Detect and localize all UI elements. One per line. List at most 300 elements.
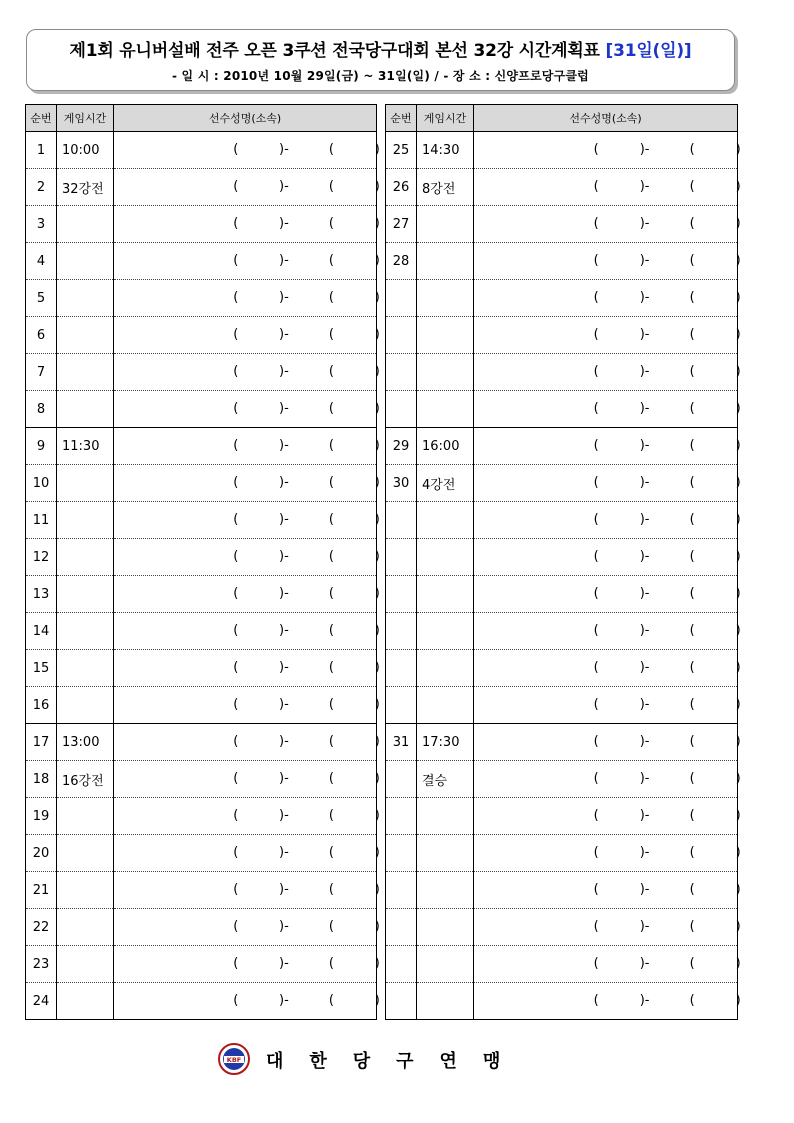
- row-number: 16: [26, 687, 57, 724]
- page-title: [27, 36, 734, 61]
- bracket-mark: (: [593, 808, 599, 823]
- bracket-mark: ): [735, 512, 741, 527]
- game-time: 32강전: [57, 169, 114, 206]
- bracket-mark: ): [735, 549, 741, 564]
- player-names: [114, 280, 380, 317]
- bracket-mark: )-: [279, 512, 289, 527]
- table-row: [386, 946, 738, 983]
- page-subtitle: - 일 시 : 2010년 10월 29일(금) ~ 31일(일) / - 장 소 : 신양프로당구클럽: [172, 69, 589, 83]
- bracket-mark: (: [233, 512, 239, 527]
- title-date-highlight: [31일(일)]: [605, 41, 692, 61]
- bracket-mark: ): [374, 993, 380, 1008]
- bracket-mark: (: [593, 179, 599, 194]
- game-time: [57, 206, 114, 243]
- bracket-mark: ): [735, 734, 741, 749]
- table-row: [26, 650, 377, 687]
- player-names: [114, 132, 380, 169]
- bracket-mark: (: [233, 179, 239, 194]
- game-time: [57, 317, 114, 354]
- row-number: [386, 354, 417, 391]
- bracket-mark: ): [374, 216, 380, 231]
- game-time: [57, 983, 114, 1020]
- col-header-time: 게임시간: [57, 105, 114, 132]
- game-time: [417, 539, 474, 576]
- kbf-logo-icon: [218, 1043, 250, 1075]
- table-row: [26, 280, 377, 317]
- bracket-mark: (: [233, 697, 239, 712]
- row-number: [386, 502, 417, 539]
- bracket-mark: (: [689, 364, 695, 379]
- header-box: [26, 29, 735, 91]
- table-row: [386, 761, 738, 798]
- row-number: [386, 391, 417, 428]
- table-row: [26, 909, 377, 946]
- schedule-table-right: [385, 104, 741, 1020]
- bracket-mark: (: [233, 438, 239, 453]
- bracket-mark: (: [689, 808, 695, 823]
- bracket-mark: ): [735, 845, 741, 860]
- bracket-mark: (: [328, 956, 334, 971]
- player-names: [474, 761, 741, 798]
- player-names: [114, 428, 380, 465]
- player-names: [474, 835, 741, 872]
- player-names: [114, 835, 380, 872]
- row-number: [386, 687, 417, 724]
- game-time: [417, 650, 474, 687]
- row-number: [386, 317, 417, 354]
- bracket-mark: (: [233, 845, 239, 860]
- row-number: 6: [26, 317, 57, 354]
- bracket-mark: (: [593, 771, 599, 786]
- game-time: [57, 909, 114, 946]
- game-time: [417, 280, 474, 317]
- bracket-mark: ): [374, 734, 380, 749]
- bracket-mark: (: [233, 956, 239, 971]
- bracket-mark: )-: [279, 475, 289, 490]
- bracket-mark: (: [328, 216, 334, 231]
- bracket-mark: )-: [279, 623, 289, 638]
- row-number: 29: [386, 428, 417, 465]
- row-number: 1: [26, 132, 57, 169]
- bracket-mark: (: [328, 771, 334, 786]
- bracket-mark: ): [735, 179, 741, 194]
- table-row: [386, 539, 738, 576]
- row-number: 10: [26, 465, 57, 502]
- bracket-mark: ): [735, 808, 741, 823]
- bracket-mark: ): [374, 808, 380, 823]
- table-row: [386, 798, 738, 835]
- bracket-mark: )-: [279, 216, 289, 231]
- player-names: [114, 576, 380, 613]
- bracket-mark: (: [593, 956, 599, 971]
- row-number: 14: [26, 613, 57, 650]
- player-names: [114, 798, 380, 835]
- game-time: [57, 798, 114, 835]
- table-row: [386, 983, 738, 1020]
- bracket-mark: ): [735, 438, 741, 453]
- player-names: [474, 576, 741, 613]
- bracket-mark: )-: [639, 512, 650, 527]
- table-row: [386, 502, 738, 539]
- bracket-mark: (: [689, 734, 695, 749]
- row-number: 2: [26, 169, 57, 206]
- table-row: [26, 391, 377, 428]
- bracket-mark: (: [233, 771, 239, 786]
- bracket-mark: )-: [279, 660, 289, 675]
- row-number: [386, 872, 417, 909]
- row-number: 17: [26, 724, 57, 761]
- player-names: [474, 724, 741, 761]
- bracket-mark: (: [689, 697, 695, 712]
- game-time: 17:30: [417, 724, 474, 761]
- bracket-mark: )-: [279, 808, 289, 823]
- game-time: [57, 650, 114, 687]
- bracket-mark: (: [593, 882, 599, 897]
- bracket-mark: )-: [279, 882, 289, 897]
- bracket-mark: )-: [639, 586, 650, 601]
- game-time: [417, 206, 474, 243]
- bracket-mark: ): [374, 586, 380, 601]
- game-time: 13:00: [57, 724, 114, 761]
- table-row: [26, 835, 377, 872]
- player-names: [474, 243, 741, 280]
- row-number: [386, 280, 417, 317]
- bracket-mark: ): [374, 253, 380, 268]
- bracket-mark: (: [593, 623, 599, 638]
- game-time: [417, 946, 474, 983]
- player-names: [114, 872, 380, 909]
- bracket-mark: (: [593, 993, 599, 1008]
- row-number: 11: [26, 502, 57, 539]
- bracket-mark: (: [593, 660, 599, 675]
- bracket-mark: )-: [279, 919, 289, 934]
- bracket-mark: (: [328, 993, 334, 1008]
- bracket-mark: )-: [639, 771, 650, 786]
- game-time: [417, 243, 474, 280]
- bracket-mark: (: [689, 660, 695, 675]
- bracket-mark: (: [689, 216, 695, 231]
- bracket-mark: (: [328, 734, 334, 749]
- bracket-mark: )-: [639, 808, 650, 823]
- bracket-mark: ): [374, 364, 380, 379]
- bracket-mark: )-: [639, 660, 650, 675]
- bracket-mark: )-: [639, 845, 650, 860]
- game-time: [417, 317, 474, 354]
- bracket-mark: (: [689, 475, 695, 490]
- bracket-mark: ): [374, 697, 380, 712]
- row-number: [386, 576, 417, 613]
- table-row: [386, 909, 738, 946]
- game-time: [57, 243, 114, 280]
- table-row: [26, 983, 377, 1020]
- player-names: [474, 650, 741, 687]
- game-time: [417, 798, 474, 835]
- game-time: [417, 391, 474, 428]
- bracket-mark: ): [735, 290, 741, 305]
- col-header-players: 선수성명(소속): [114, 105, 377, 132]
- bracket-mark: )-: [639, 919, 650, 934]
- bracket-mark: (: [689, 919, 695, 934]
- table-row: [26, 613, 377, 650]
- bracket-mark: (: [593, 401, 599, 416]
- game-time: 11:30: [57, 428, 114, 465]
- schedule-table-left: [25, 104, 380, 1020]
- player-names: [114, 724, 380, 761]
- row-number: [386, 946, 417, 983]
- bracket-mark: )-: [279, 142, 289, 157]
- bracket-mark: (: [328, 512, 334, 527]
- table-row: [386, 613, 738, 650]
- bracket-mark: (: [328, 549, 334, 564]
- game-time: [417, 872, 474, 909]
- bracket-mark: )-: [279, 327, 289, 342]
- bracket-mark: )-: [279, 734, 289, 749]
- table-row: [26, 206, 377, 243]
- bracket-mark: )-: [639, 956, 650, 971]
- table-row: [26, 687, 377, 724]
- game-time: [57, 280, 114, 317]
- player-names: [474, 983, 741, 1020]
- bracket-mark: (: [593, 438, 599, 453]
- bracket-mark: ): [374, 327, 380, 342]
- game-time: 16:00: [417, 428, 474, 465]
- bracket-mark: ): [374, 401, 380, 416]
- table-row: [26, 946, 377, 983]
- row-number: 3: [26, 206, 57, 243]
- bracket-mark: (: [328, 401, 334, 416]
- bracket-mark: (: [233, 253, 239, 268]
- game-time: [57, 391, 114, 428]
- table-row: [386, 687, 738, 724]
- bracket-mark: (: [233, 290, 239, 305]
- row-number: [386, 761, 417, 798]
- table-row: [386, 650, 738, 687]
- game-time: [417, 909, 474, 946]
- table-row: [26, 576, 377, 613]
- bracket-mark: ): [735, 993, 741, 1008]
- game-time: [417, 576, 474, 613]
- bracket-mark: (: [689, 623, 695, 638]
- bracket-mark: )-: [279, 290, 289, 305]
- table-row: [26, 354, 377, 391]
- game-time: [57, 465, 114, 502]
- row-number: 21: [26, 872, 57, 909]
- table-row: [26, 761, 377, 798]
- player-names: [114, 909, 380, 946]
- bracket-mark: ): [735, 586, 741, 601]
- row-number: 7: [26, 354, 57, 391]
- table-row: [386, 206, 738, 243]
- row-number: 19: [26, 798, 57, 835]
- player-names: [114, 354, 380, 391]
- table-row: [26, 428, 377, 465]
- bracket-mark: (: [328, 882, 334, 897]
- bracket-mark: (: [328, 586, 334, 601]
- bracket-mark: ): [735, 919, 741, 934]
- table-row: [26, 243, 377, 280]
- bracket-mark: (: [689, 438, 695, 453]
- bracket-mark: ): [735, 623, 741, 638]
- bracket-mark: )-: [279, 401, 289, 416]
- bracket-mark: )-: [279, 253, 289, 268]
- game-time: [417, 502, 474, 539]
- bracket-mark: ): [735, 697, 741, 712]
- bracket-mark: ): [735, 956, 741, 971]
- bracket-mark: (: [689, 549, 695, 564]
- row-number: 23: [26, 946, 57, 983]
- row-number: [386, 983, 417, 1020]
- bracket-mark: )-: [639, 697, 650, 712]
- table-row: [386, 872, 738, 909]
- row-number: 25: [386, 132, 417, 169]
- bracket-mark: (: [328, 660, 334, 675]
- row-number: 31: [386, 724, 417, 761]
- game-time: [57, 576, 114, 613]
- bracket-mark: ): [374, 660, 380, 675]
- bracket-mark: ): [374, 475, 380, 490]
- table-row: [26, 317, 377, 354]
- row-number: 4: [26, 243, 57, 280]
- bracket-mark: (: [233, 734, 239, 749]
- bracket-mark: ): [735, 882, 741, 897]
- bracket-mark: (: [689, 327, 695, 342]
- bracket-mark: (: [328, 475, 334, 490]
- row-number: [386, 650, 417, 687]
- bracket-mark: ): [735, 253, 741, 268]
- bracket-mark: )-: [639, 290, 650, 305]
- row-number: 22: [26, 909, 57, 946]
- bracket-mark: ): [735, 327, 741, 342]
- bracket-mark: (: [593, 586, 599, 601]
- table-row: [386, 243, 738, 280]
- table-row: [386, 465, 738, 502]
- bracket-mark: (: [233, 216, 239, 231]
- table-row: [26, 465, 377, 502]
- bracket-mark: (: [233, 401, 239, 416]
- player-names: [474, 465, 741, 502]
- bracket-mark: ): [374, 142, 380, 157]
- bracket-mark: (: [689, 142, 695, 157]
- bracket-mark: (: [233, 364, 239, 379]
- bracket-mark: )-: [639, 993, 650, 1008]
- bracket-mark: (: [233, 475, 239, 490]
- bracket-mark: )-: [279, 993, 289, 1008]
- bracket-mark: (: [328, 364, 334, 379]
- player-names: [114, 465, 380, 502]
- game-time: [417, 613, 474, 650]
- player-names: [114, 243, 380, 280]
- game-time: [57, 872, 114, 909]
- bracket-mark: (: [689, 290, 695, 305]
- row-number: 15: [26, 650, 57, 687]
- bracket-mark: (: [328, 845, 334, 860]
- bracket-mark: (: [689, 956, 695, 971]
- bracket-mark: (: [233, 882, 239, 897]
- game-time: [57, 946, 114, 983]
- player-names: [114, 317, 380, 354]
- game-time: 결승: [417, 761, 474, 798]
- table-row: [386, 428, 738, 465]
- game-time: 14:30: [417, 132, 474, 169]
- bracket-mark: )-: [279, 549, 289, 564]
- table-row: [386, 391, 738, 428]
- row-number: 28: [386, 243, 417, 280]
- player-names: [114, 946, 380, 983]
- bracket-mark: (: [328, 327, 334, 342]
- bracket-mark: (: [689, 179, 695, 194]
- player-names: [474, 502, 741, 539]
- player-names: [114, 391, 380, 428]
- bracket-mark: (: [593, 142, 599, 157]
- bracket-mark: ): [374, 623, 380, 638]
- row-number: 9: [26, 428, 57, 465]
- table-row: [26, 132, 377, 169]
- table-row: [26, 502, 377, 539]
- bracket-mark: (: [689, 993, 695, 1008]
- player-names: [474, 946, 741, 983]
- player-names: [114, 539, 380, 576]
- row-number: [386, 613, 417, 650]
- game-time: [57, 687, 114, 724]
- bracket-mark: (: [233, 549, 239, 564]
- table-row: [386, 317, 738, 354]
- row-number: [386, 835, 417, 872]
- table-row: [26, 872, 377, 909]
- bracket-mark: ): [374, 771, 380, 786]
- row-number: 30: [386, 465, 417, 502]
- bracket-mark: (: [233, 808, 239, 823]
- bracket-mark: (: [689, 845, 695, 860]
- row-number: 26: [386, 169, 417, 206]
- bracket-mark: (: [233, 142, 239, 157]
- header-row: [26, 105, 377, 132]
- bracket-mark: (: [593, 216, 599, 231]
- game-time: 16강전: [57, 761, 114, 798]
- bracket-mark: )-: [639, 882, 650, 897]
- bracket-mark: )-: [279, 771, 289, 786]
- bracket-mark: (: [233, 327, 239, 342]
- table-row: [386, 280, 738, 317]
- bracket-mark: ): [374, 290, 380, 305]
- bracket-mark: )-: [279, 956, 289, 971]
- row-number: 13: [26, 576, 57, 613]
- row-number: [386, 909, 417, 946]
- bracket-mark: )-: [639, 623, 650, 638]
- player-names: [474, 613, 741, 650]
- game-time: [57, 539, 114, 576]
- player-names: [474, 132, 741, 169]
- player-names: [114, 613, 380, 650]
- bracket-mark: (: [593, 512, 599, 527]
- player-names: [474, 428, 741, 465]
- bracket-mark: )-: [639, 253, 650, 268]
- bracket-mark: (: [689, 586, 695, 601]
- row-number: 5: [26, 280, 57, 317]
- bracket-mark: ): [735, 216, 741, 231]
- table-row: [386, 576, 738, 613]
- bracket-mark: (: [328, 290, 334, 305]
- row-number: 12: [26, 539, 57, 576]
- bracket-mark: ): [374, 179, 380, 194]
- player-names: [474, 280, 741, 317]
- bracket-mark: ): [374, 956, 380, 971]
- bracket-mark: )-: [639, 438, 650, 453]
- bracket-mark: (: [593, 327, 599, 342]
- bracket-mark: (: [689, 512, 695, 527]
- table-row: [26, 724, 377, 761]
- bracket-mark: (: [328, 179, 334, 194]
- game-time: [417, 354, 474, 391]
